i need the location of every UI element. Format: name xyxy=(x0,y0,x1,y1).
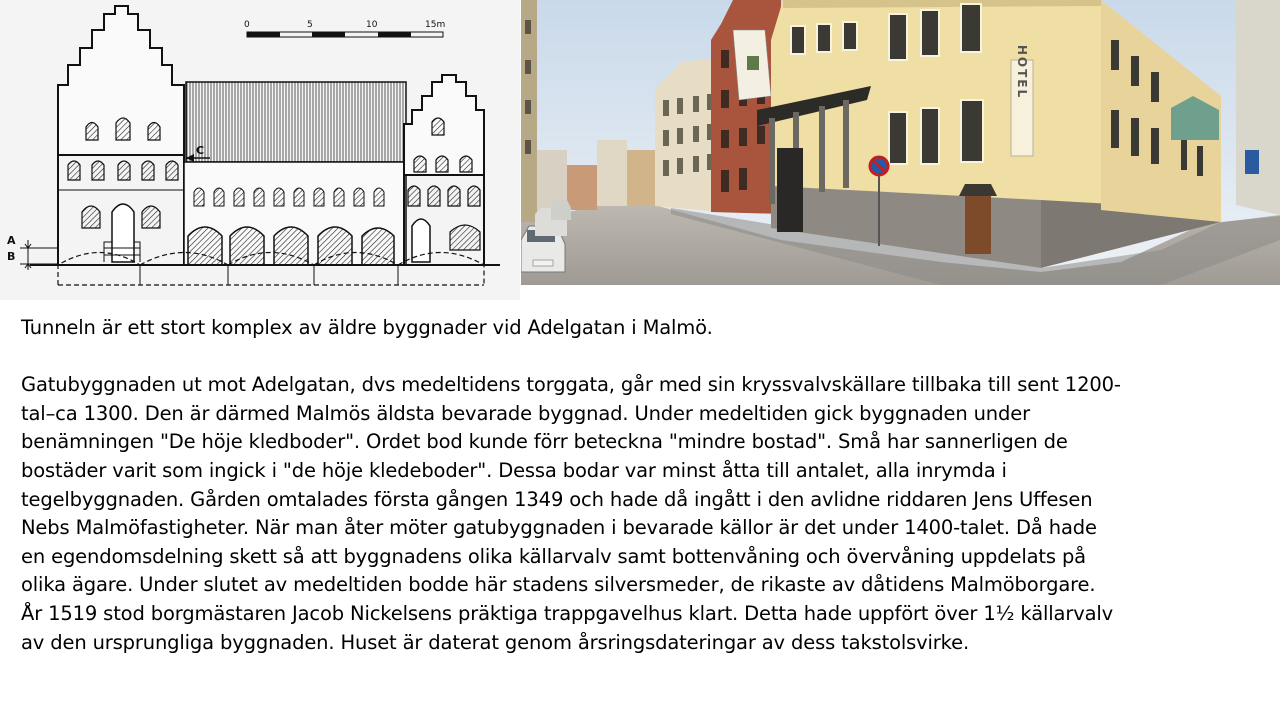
history-paragraph xyxy=(21,371,1261,657)
hotel-entrance xyxy=(777,148,803,232)
article-text xyxy=(21,314,1261,657)
history-line-9: År 1519 stod borgmästaren Jacob Nickelsens präktiga trappgavelhus klart. Detta hade uppfört över 1½ källarvalv xyxy=(21,601,1114,625)
history-line-7: en egendomsdelning skett så att byggnadens olika källarvalv samt bottenvåning och övervåning uppdelats på xyxy=(21,544,1086,568)
section-mark-b: B xyxy=(7,250,16,263)
history-line-6: Nebs Malmöfastigheter. När man åter möter gatubyggnaden i bevarade källor är det under 1400-talet. Då hade xyxy=(21,516,1097,540)
history-line-3: benämningen "De höje kledboder". Ordet bod kunde förr beteckna "mindre bostad". Små har sannerligen de xyxy=(21,430,1068,454)
hotel-sign-text: HOTEL xyxy=(1015,44,1029,100)
scale-bar xyxy=(244,20,445,37)
scale-label-15m: 15m xyxy=(425,20,446,30)
street-photo-svg xyxy=(521,0,1280,285)
section-mark-a: A xyxy=(7,234,16,247)
section-mark-c: C xyxy=(196,144,205,157)
scale-label-10: 10 xyxy=(366,20,378,30)
history-line-1: Gatubyggnaden ut mot Adelgatan, dvs medeltidens torggata, går med sin kryssvalvskällare tillbaka till sent 1200- xyxy=(21,373,1121,397)
paragraph-gap xyxy=(21,343,1261,372)
elevation-drawing-svg xyxy=(0,0,520,300)
history-line-10: av den ursprungliga byggnaden. Huset är daterat genom årsringsdateringar av dess takstolsvirke. xyxy=(21,630,970,654)
scale-label-5: 5 xyxy=(307,20,313,30)
history-line-8: olika ägare. Under slutet av medeltiden bodde här stadens silversmeder, de rikaste av dåtidens Malmöborgare. xyxy=(21,573,1096,597)
foundation-piers xyxy=(140,265,398,285)
middle-roof xyxy=(186,82,406,162)
history-line-2: tal–ca 1300. Den är därmed Malmös äldsta bevarade byggnad. Under medeltiden gick byggnaden under xyxy=(21,401,1030,425)
history-line-4: bostäder varit som ingick i "de höje kledeboder". Dessa bodar var minst åtta till antalet, alla inrymda i xyxy=(21,458,1007,482)
right-edge-building xyxy=(1236,0,1280,215)
hotel-sign xyxy=(1011,45,1033,156)
wooden-door xyxy=(965,196,991,254)
left-door xyxy=(112,204,134,262)
street-photo xyxy=(521,0,1280,285)
elevation-drawing xyxy=(0,0,520,300)
intro-paragraph: Tunneln är ett stort komplex av äldre byggnader vid Adelgatan i Malmö. xyxy=(21,316,713,339)
history-line-5: tegelbyggnaden. Gården omtalades första gången 1349 och hade då ingått i den avlidne riddaren Jens Uffesen xyxy=(21,487,1093,511)
scale-label-0: 0 xyxy=(244,20,250,30)
